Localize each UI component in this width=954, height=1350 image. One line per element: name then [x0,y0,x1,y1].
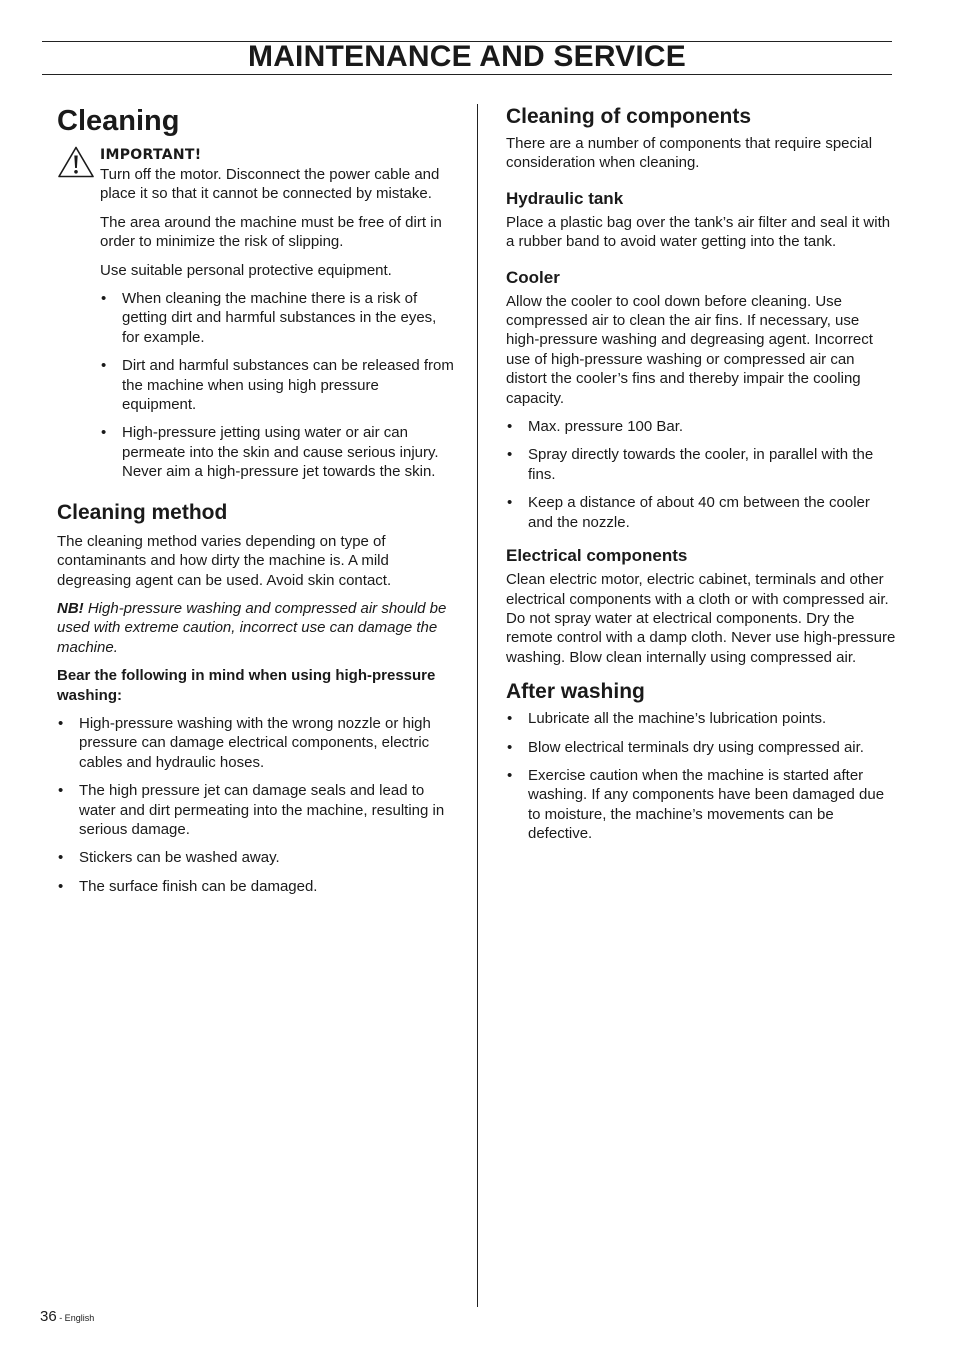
cleaning-heading: Cleaning [57,105,180,137]
page-footer [40,1308,94,1325]
list-item: • Stickers can be washed away. [57,848,457,867]
cleaning-method-intro: The cleaning method varies depending on type of contaminants and how dirty the machine is. A mild degreasing agent can be used. Avoid skin contact. [57,532,392,589]
important-paragraph: Turn off the motor. Disconnect the power cable and place it so that it cannot be connected by mistake. [100,166,440,203]
nb-text: High-pressure washing and compressed air should be used with extreme caution, incorrect use can damage the machine. [57,599,447,656]
page-header-title: MAINTENANCE AND SERVICE [248,40,686,73]
after-washing-heading: After washing [506,680,645,704]
list-item: • The high pressure jet can damage seals and lead to water and dirt permeating into the machine, resulting in serious damage. [57,781,457,839]
cleaning-components-heading: Cleaning of components [506,105,752,128]
warning-triangle-icon [58,146,94,178]
list-item: • Spray directly towards the cooler, in parallel with the fins. [506,445,896,484]
cleaning-risk-list [100,289,457,482]
components-intro: There are a number of components that require special consideration when cleaning. [506,135,873,172]
list-item: • The surface finish can be damaged. [57,877,457,896]
cooler-text: Allow the cooler to cool down before cleaning. Use compressed air to clean the air fins. If necessary, use high-pressure washing and degreasing agent. Incorrect use of high-pressure washing or compressed air can distort the cooler’s fins and thereby impair the cooling capacity. [506,292,873,407]
list-item: • High-pressure washing with the wrong nozzle or high pressure can damage electrical components, electric cables and hydraulic hoses. [57,714,457,772]
pressure-washing-list [57,714,457,896]
list-item: • High-pressure jetting using water or air can permeate into the skin and cause serious injury. Never aim a high-pressure jet towards the skin. [100,423,457,481]
pressure-washing-note [57,666,457,705]
hydraulic-tank-heading: Hydraulic tank [506,188,624,208]
cooler-heading: Cooler [506,267,560,287]
electrical-components-heading: Electrical components [506,546,688,566]
cooler-list [506,417,896,532]
important-notice [57,145,457,482]
important-paragraph: The area around the machine must be free of dirt in order to minimize the risk of slipping. [100,213,442,251]
electrical-components-text: Clean electric motor, electric cabinet, terminals and other electrical components with a cloth or with compressed air. Do not spray water at electrical components. Dry the remote control with a damp cloth. Never use high-pressure washing. Blow clean internally using compressed air. [506,571,896,666]
pressure-washing-note-text: Bear the following in mind when using high-pressure washing: [57,667,436,704]
important-label: IMPORTANT! [100,147,202,163]
list-item: • Max. pressure 100 Bar. [506,417,896,436]
column-divider [477,104,478,1307]
list-item: • Keep a distance of about 40 cm between the cooler and the nozzle. [506,493,896,532]
list-item: • When cleaning the machine there is a risk of getting dirt and harmful substances in the eyes, for example. [100,289,457,347]
page-number: 36 [40,1308,57,1325]
header-rule-bottom [42,74,892,75]
list-item: • Exercise caution when the machine is started after washing. If any components have been damaged due to moisture, the machine’s movements can be defective. [506,766,896,844]
important-paragraph: Use suitable personal protective equipment. [100,261,392,279]
nb-note [57,599,457,657]
footer-language: - English [56,1313,95,1323]
after-washing-list [506,709,896,843]
list-item: • Blow electrical terminals dry using compressed air. [506,738,896,757]
list-item: • Dirt and harmful substances can be released from the machine when using high pressure equipment. [100,356,457,414]
hydraulic-tank-text: Place a plastic bag over the tank’s air filter and seal it with a rubber band to avoid water getting into the tank. [506,213,891,251]
left-column [57,104,457,905]
nb-label: NB! [57,599,84,617]
list-item: • Lubricate all the machine’s lubrication points. [506,709,896,728]
right-column [506,104,896,853]
cleaning-method-heading: Cleaning method [57,500,228,524]
